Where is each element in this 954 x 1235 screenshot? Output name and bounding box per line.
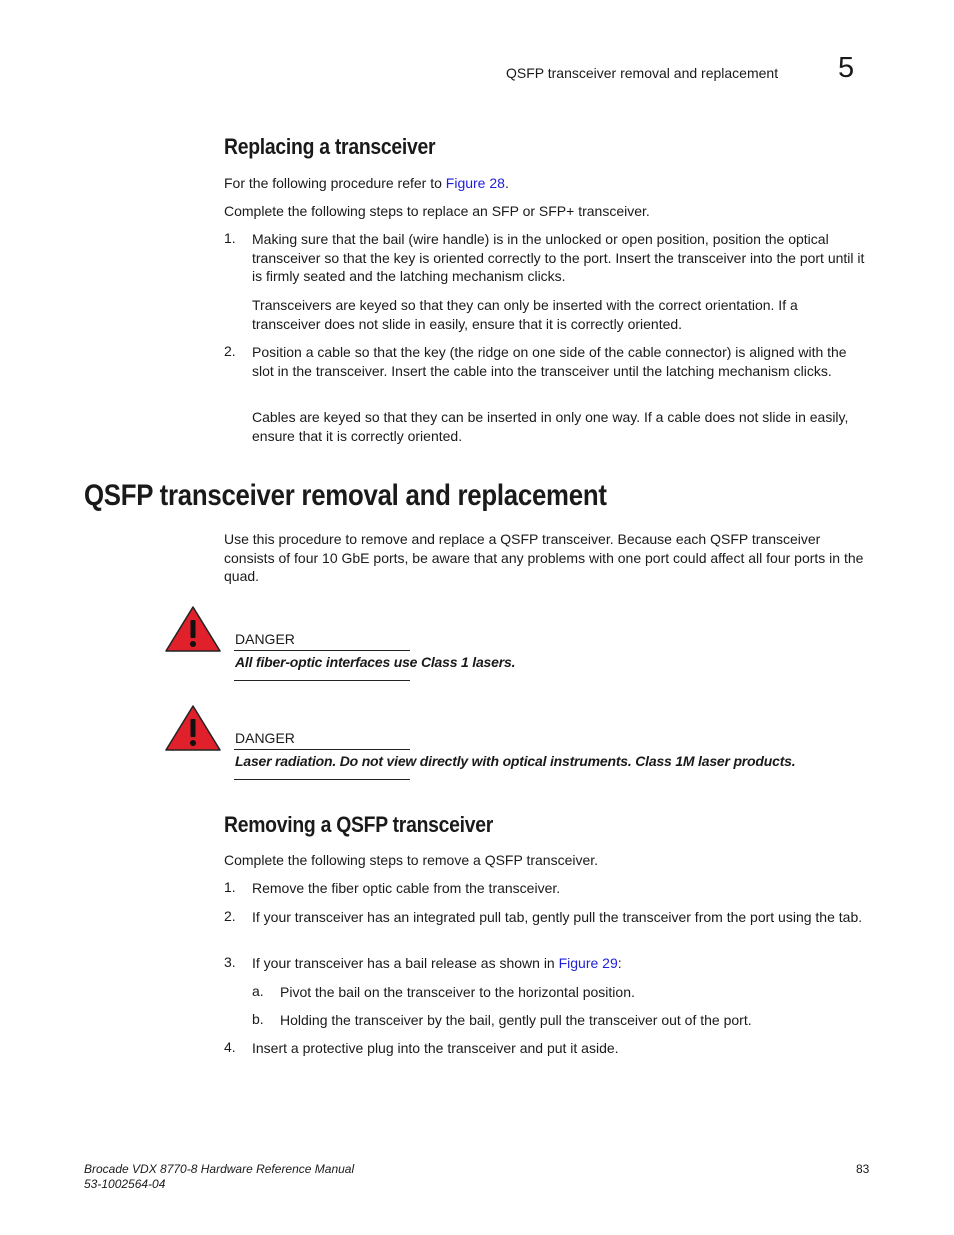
step-text: If your transceiver has an integrated pull tab, gently pull the transceiver from the port using the tab. [252,909,863,925]
replacing-lead: Complete the following steps to replace an SFP or SFP+ transceiver. [224,203,650,219]
footer-page-number: 83 [856,1162,870,1176]
step-number: 4. [224,1039,236,1055]
qsfp-intro: Use this procedure to remove and replace a QSFP transceiver. Because each QSFP transceiver consists of four 10 GbE ports, be aware that any problems with one port could affect all four ports in the quad. [224,531,864,585]
divider [234,749,410,750]
step-text: Position a cable so that the key (the ridge on one side of the cable connector) is aligned with the slot in the transceiver. Insert the cable into the transceiver until the latching mechanism clicks. [252,344,847,379]
step-text-part: If your transceiver has a bail release as shown in [252,955,559,971]
running-header-title: QSFP transceiver removal and replacement [506,65,779,81]
step-note: Cables are keyed so that they can be inserted in only one way. If a cable does not slide in easily, ensure that it is correctly oriented. [252,409,849,444]
section-heading-replacing: Replacing a transceiver [224,134,436,159]
intro-punct: . [504,175,509,191]
step-number: 1. [224,230,236,246]
section-heading-removing: Removing a QSFP transceiver [224,812,494,837]
footer-manual-title: Brocade VDX 8770-8 Hardware Reference Manual [84,1162,355,1176]
step-text [252,954,872,973]
substep-letter: a. [252,983,264,999]
step-text: Insert a protective plug into the transceiver and put it aside. [252,1040,619,1056]
step-number: 3. [224,954,236,970]
chapter-number: 5 [838,52,855,84]
substep-text: Pivot the bail on the transceiver to the horizontal position. [280,984,635,1000]
divider [234,680,410,681]
danger-text: Laser radiation. Do not view directly with optical instruments. Class 1M laser products. [235,753,796,769]
step-note: Transceivers are keyed so that they can only be inserted with the correct orientation. If a transceiver does not slide in easily, ensure that it is correctly oriented. [252,297,798,332]
step-text: Making sure that the bail (wire handle) is in the unlocked or open position, position the optical transceiver so that the key is oriented correctly to the port. Insert the transceiver into the port until it is firmly seated and the latching mechanism clicks. [252,231,865,285]
step-number: 2. [224,908,236,924]
step-text: Remove the fiber optic cable from the transceiver. [252,880,561,896]
danger-label: DANGER [235,730,295,746]
footer-doc-number: 53-1002564-04 [84,1177,166,1191]
removing-lead: Complete the following steps to remove a QSFP transceiver. [224,852,599,868]
intro-text: For the following procedure refer to [224,175,446,191]
figure-28-link[interactable]: Figure 28 [445,175,505,191]
chapter-section-heading: QSFP transceiver removal and replacement [84,479,607,512]
divider [234,779,410,780]
step-text-part: : [617,955,622,971]
substep-text: Holding the transceiver by the bail, gently pull the transceiver out of the port. [280,1012,752,1028]
warning-icon [164,704,222,752]
substep-letter: b. [252,1011,264,1027]
figure-29-link[interactable]: Figure 29 [558,955,618,971]
divider [234,650,410,651]
danger-label: DANGER [235,631,295,647]
replacing-intro [224,174,874,193]
danger-text: All fiber-optic interfaces use Class 1 lasers. [235,654,516,670]
step-number: 2. [224,343,236,359]
warning-icon [164,605,222,653]
step-number: 1. [224,879,236,895]
